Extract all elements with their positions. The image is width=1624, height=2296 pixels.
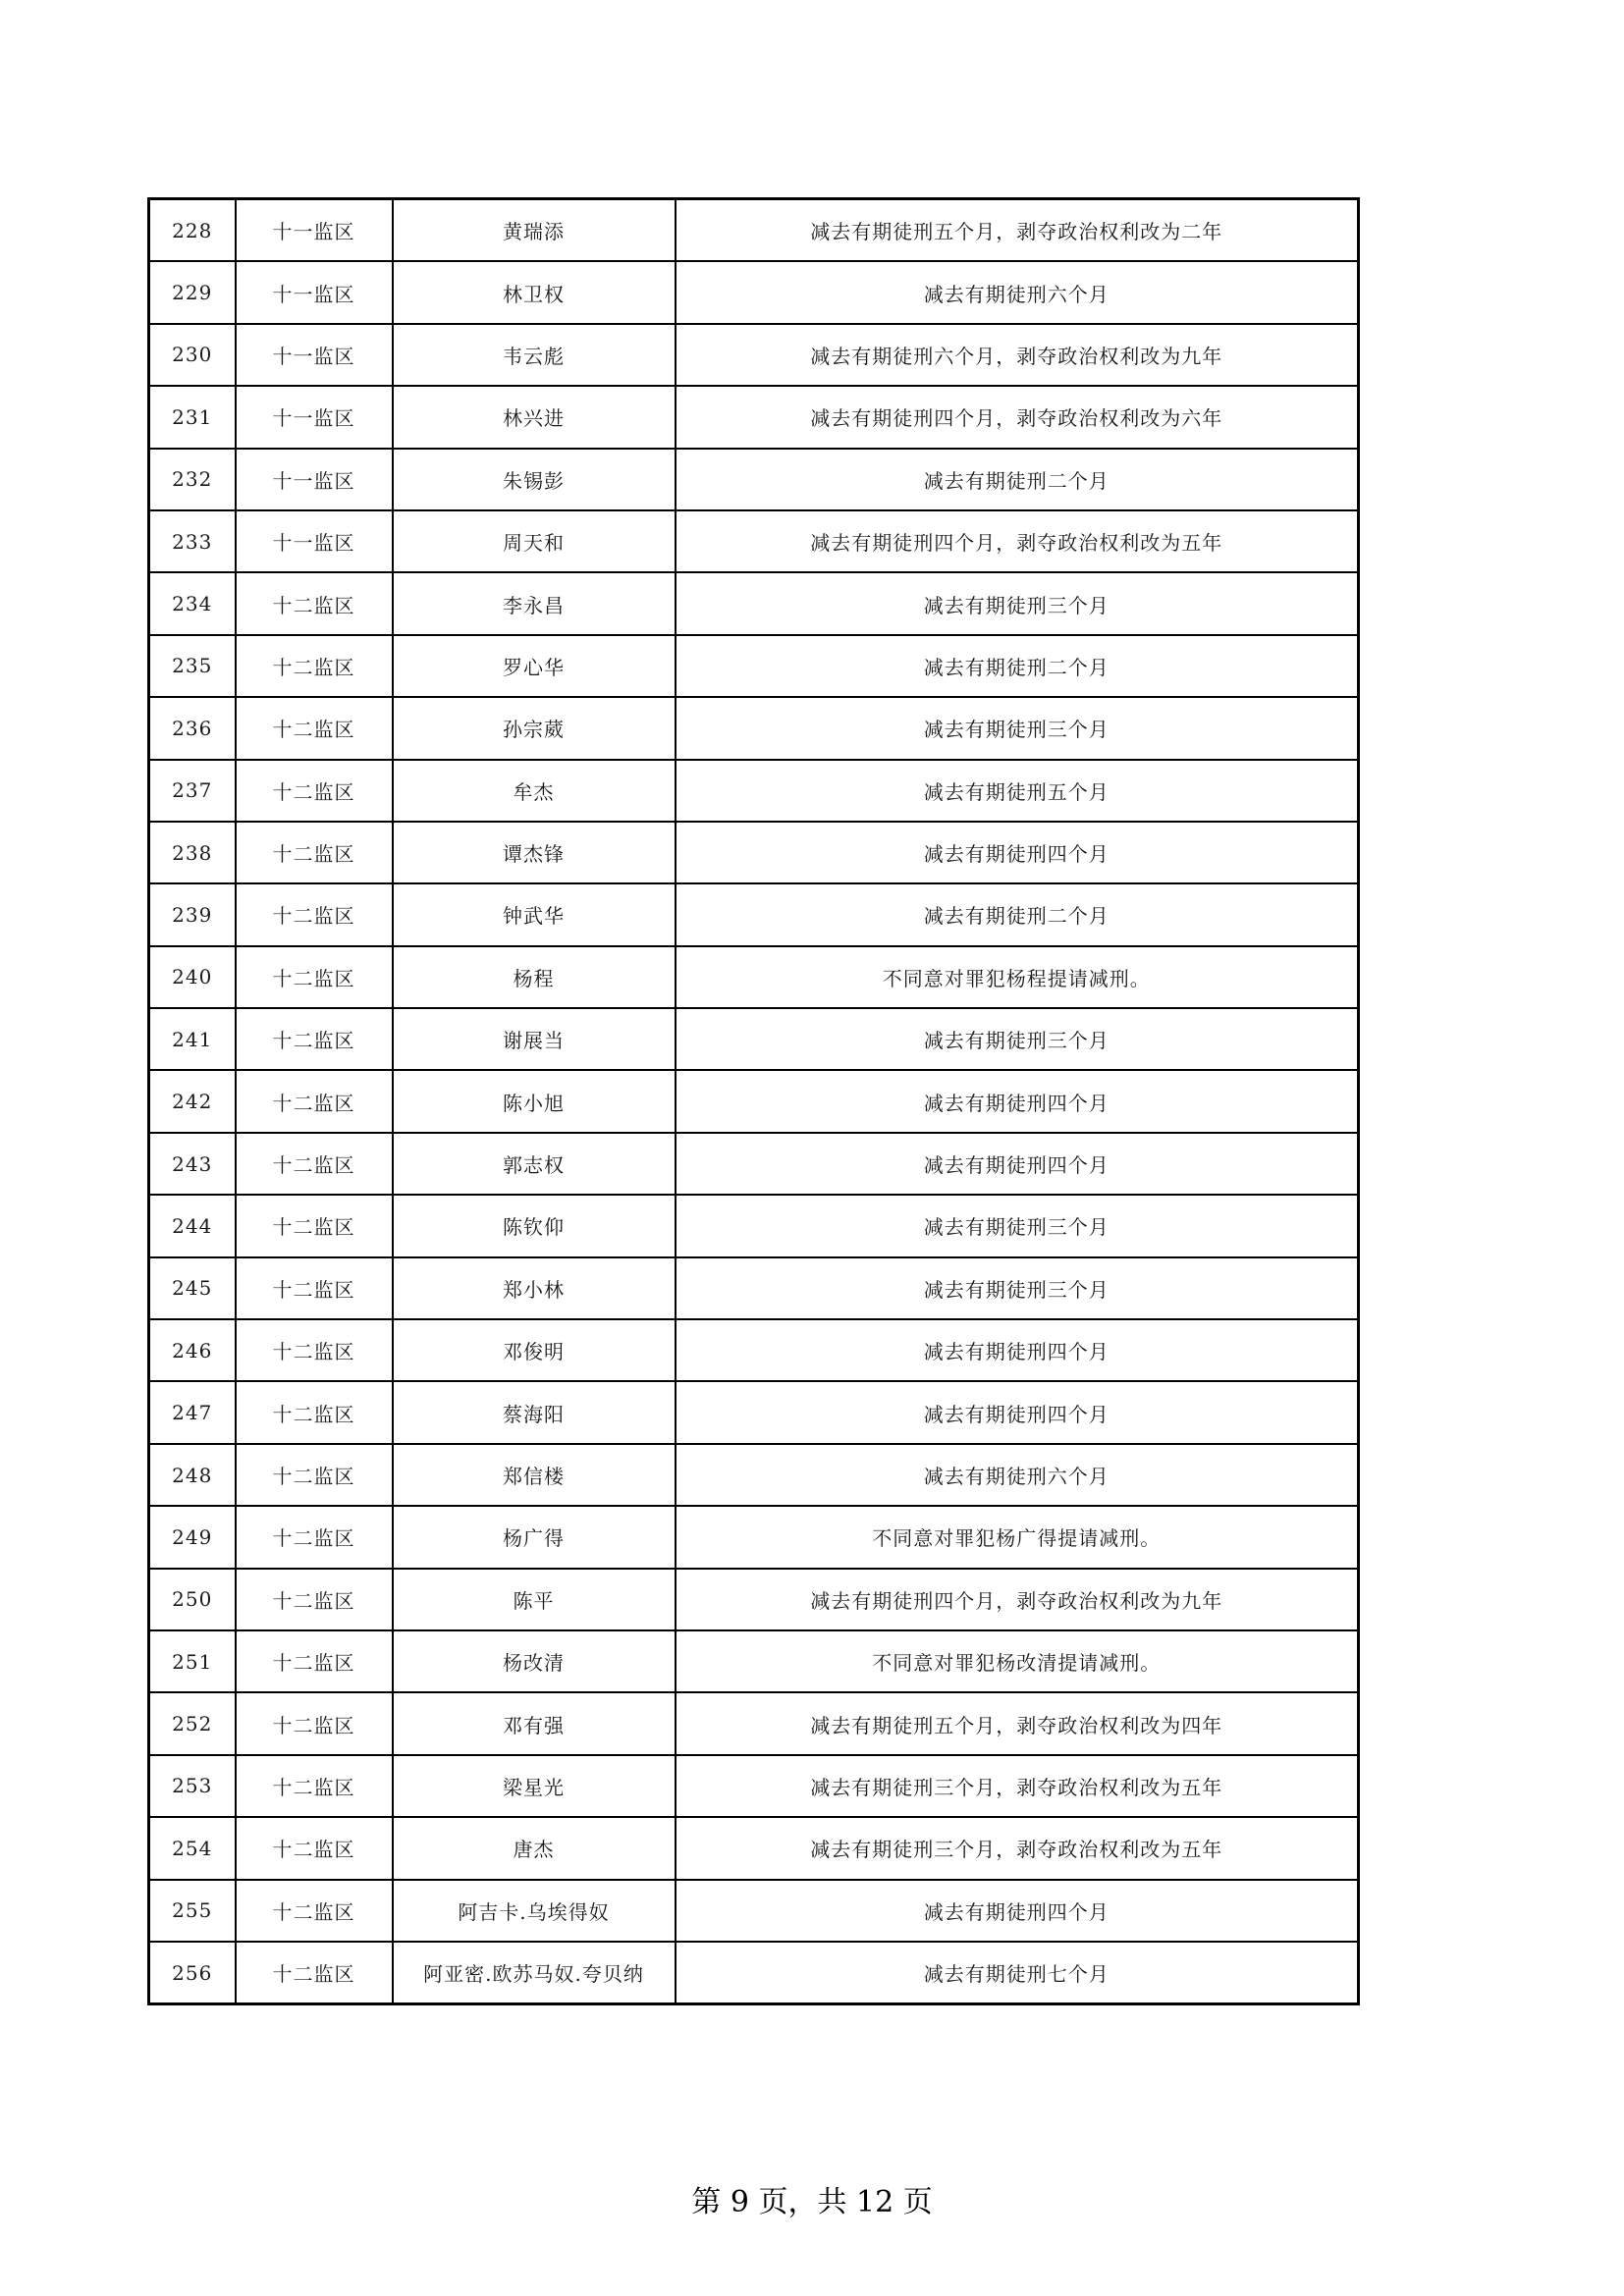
table-row — [149, 822, 1359, 883]
inmate-name-cell: 蔡海阳 — [393, 1381, 676, 1443]
row-number-cell: 243 — [149, 1133, 236, 1195]
row-number-cell: 254 — [149, 1817, 236, 1879]
prison-area-cell: 十二监区 — [236, 1942, 393, 2004]
ruling-result-cell: 减去有期徒刑三个月 — [676, 1257, 1359, 1319]
table-row — [149, 510, 1359, 572]
ruling-result-cell: 减去有期徒刑五个月，剥夺政治权利改为二年 — [676, 199, 1359, 262]
inmate-name-cell: 韦云彪 — [393, 324, 676, 386]
inmate-name-cell: 杨程 — [393, 946, 676, 1008]
prison-area-cell: 十二监区 — [236, 697, 393, 759]
row-number-cell: 245 — [149, 1257, 236, 1319]
prison-area-cell: 十二监区 — [236, 1319, 393, 1381]
table-row — [149, 946, 1359, 1008]
ruling-result-cell: 减去有期徒刑二个月 — [676, 449, 1359, 510]
row-number-cell: 238 — [149, 822, 236, 883]
table-row — [149, 449, 1359, 510]
row-number-cell: 228 — [149, 199, 236, 262]
row-number-cell: 229 — [149, 261, 236, 323]
ruling-result-cell: 减去有期徒刑四个月 — [676, 1319, 1359, 1381]
row-number-cell: 247 — [149, 1381, 236, 1443]
inmate-name-cell: 林兴进 — [393, 386, 676, 448]
ruling-result-cell: 减去有期徒刑六个月 — [676, 261, 1359, 323]
prison-area-cell: 十二监区 — [236, 1880, 393, 1942]
table-row — [149, 1008, 1359, 1070]
ruling-result-cell: 减去有期徒刑三个月 — [676, 572, 1359, 634]
ruling-result-cell: 减去有期徒刑四个月 — [676, 1070, 1359, 1132]
table-row — [149, 261, 1359, 323]
row-number-cell: 239 — [149, 883, 236, 945]
table-row — [149, 1257, 1359, 1319]
row-number-cell: 236 — [149, 697, 236, 759]
inmate-name-cell: 杨广得 — [393, 1506, 676, 1568]
table-row — [149, 1569, 1359, 1630]
inmate-name-cell: 梁星光 — [393, 1755, 676, 1817]
page-number: 第 9 页，共 12 页 — [691, 2185, 933, 2219]
prison-area-cell: 十一监区 — [236, 386, 393, 448]
ruling-result-cell: 减去有期徒刑四个月，剥夺政治权利改为九年 — [676, 1569, 1359, 1630]
inmate-name-cell: 邓有强 — [393, 1692, 676, 1754]
inmate-name-cell: 罗心华 — [393, 635, 676, 697]
table-row — [149, 1817, 1359, 1879]
row-number-cell: 233 — [149, 510, 236, 572]
sentence-reduction-table — [147, 197, 1360, 2005]
row-number-cell: 232 — [149, 449, 236, 510]
inmate-name-cell: 谢展当 — [393, 1008, 676, 1070]
ruling-result-cell: 减去有期徒刑三个月 — [676, 1008, 1359, 1070]
inmate-name-cell: 邓俊明 — [393, 1319, 676, 1381]
ruling-result-cell: 减去有期徒刑二个月 — [676, 635, 1359, 697]
inmate-name-cell: 黄瑞添 — [393, 199, 676, 262]
inmate-name-cell: 朱锡彭 — [393, 449, 676, 510]
row-number-cell: 253 — [149, 1755, 236, 1817]
table-row — [149, 1880, 1359, 1942]
table-row — [149, 1319, 1359, 1381]
prison-area-cell: 十一监区 — [236, 199, 393, 262]
table-row — [149, 1381, 1359, 1443]
prison-area-cell: 十二监区 — [236, 1755, 393, 1817]
prison-area-cell: 十二监区 — [236, 1195, 393, 1256]
ruling-result-cell: 减去有期徒刑四个月 — [676, 1133, 1359, 1195]
row-number-cell: 240 — [149, 946, 236, 1008]
row-number-cell: 241 — [149, 1008, 236, 1070]
prison-area-cell: 十二监区 — [236, 1692, 393, 1754]
ruling-result-cell: 减去有期徒刑四个月，剥夺政治权利改为六年 — [676, 386, 1359, 448]
row-number-cell: 242 — [149, 1070, 236, 1132]
prison-area-cell: 十二监区 — [236, 822, 393, 883]
ruling-result-cell: 减去有期徒刑三个月，剥夺政治权利改为五年 — [676, 1817, 1359, 1879]
prison-area-cell: 十二监区 — [236, 635, 393, 697]
prison-area-cell: 十二监区 — [236, 1133, 393, 1195]
prison-area-cell: 十二监区 — [236, 1008, 393, 1070]
ruling-result-cell: 减去有期徒刑五个月 — [676, 760, 1359, 822]
row-number-cell: 244 — [149, 1195, 236, 1256]
ruling-result-cell: 减去有期徒刑二个月 — [676, 883, 1359, 945]
table-row — [149, 1195, 1359, 1256]
inmate-name-cell: 牟杰 — [393, 760, 676, 822]
inmate-name-cell: 杨改清 — [393, 1630, 676, 1692]
table-row — [149, 883, 1359, 945]
row-number-cell: 237 — [149, 760, 236, 822]
inmate-name-cell: 林卫权 — [393, 261, 676, 323]
ruling-result-cell: 减去有期徒刑四个月 — [676, 1880, 1359, 1942]
inmate-name-cell: 阿亚密.欧苏马奴.夸贝纳 — [393, 1942, 676, 2004]
ruling-result-cell: 减去有期徒刑三个月，剥夺政治权利改为五年 — [676, 1755, 1359, 1817]
table-row — [149, 386, 1359, 448]
inmate-name-cell: 钟武华 — [393, 883, 676, 945]
inmate-name-cell: 阿吉卡.乌埃得奴 — [393, 1880, 676, 1942]
prison-area-cell: 十二监区 — [236, 1506, 393, 1568]
prison-area-cell: 十二监区 — [236, 1569, 393, 1630]
ruling-result-cell: 不同意对罪犯杨广得提请减刑。 — [676, 1506, 1359, 1568]
inmate-name-cell: 郑信楼 — [393, 1444, 676, 1506]
ruling-result-cell: 减去有期徒刑三个月 — [676, 1195, 1359, 1256]
prison-area-cell: 十二监区 — [236, 1444, 393, 1506]
row-number-cell: 250 — [149, 1569, 236, 1630]
inmate-name-cell: 谭杰锋 — [393, 822, 676, 883]
row-number-cell: 256 — [149, 1942, 236, 2004]
row-number-cell: 255 — [149, 1880, 236, 1942]
table-row — [149, 697, 1359, 759]
prison-area-cell: 十一监区 — [236, 510, 393, 572]
row-number-cell: 234 — [149, 572, 236, 634]
inmate-name-cell: 李永昌 — [393, 572, 676, 634]
inmate-name-cell: 周天和 — [393, 510, 676, 572]
inmate-name-cell: 陈平 — [393, 1569, 676, 1630]
row-number-cell: 230 — [149, 324, 236, 386]
ruling-result-cell: 减去有期徒刑四个月 — [676, 822, 1359, 883]
table-row — [149, 1692, 1359, 1754]
inmate-name-cell: 郭志权 — [393, 1133, 676, 1195]
table-row — [149, 1070, 1359, 1132]
ruling-result-cell: 减去有期徒刑六个月 — [676, 1444, 1359, 1506]
row-number-cell: 251 — [149, 1630, 236, 1692]
prison-area-cell: 十二监区 — [236, 946, 393, 1008]
row-number-cell: 246 — [149, 1319, 236, 1381]
prison-area-cell: 十二监区 — [236, 1817, 393, 1879]
prison-area-cell: 十二监区 — [236, 883, 393, 945]
prison-area-cell: 十二监区 — [236, 1070, 393, 1132]
table-row — [149, 572, 1359, 634]
table-row — [149, 1630, 1359, 1692]
ruling-result-cell: 减去有期徒刑六个月，剥夺政治权利改为九年 — [676, 324, 1359, 386]
prison-area-cell: 十一监区 — [236, 449, 393, 510]
ruling-result-cell: 不同意对罪犯杨改清提请减刑。 — [676, 1630, 1359, 1692]
table-row — [149, 1506, 1359, 1568]
table-row — [149, 1133, 1359, 1195]
prison-area-cell: 十二监区 — [236, 1381, 393, 1443]
ruling-result-cell: 减去有期徒刑三个月 — [676, 697, 1359, 759]
row-number-cell: 252 — [149, 1692, 236, 1754]
row-number-cell: 249 — [149, 1506, 236, 1568]
table-row — [149, 324, 1359, 386]
inmate-name-cell: 孙宗葳 — [393, 697, 676, 759]
ruling-result-cell: 减去有期徒刑四个月 — [676, 1381, 1359, 1443]
inmate-name-cell: 唐杰 — [393, 1817, 676, 1879]
prison-area-cell: 十二监区 — [236, 760, 393, 822]
prison-area-cell: 十二监区 — [236, 572, 393, 634]
ruling-result-cell: 减去有期徒刑五个月，剥夺政治权利改为四年 — [676, 1692, 1359, 1754]
table-row — [149, 199, 1359, 262]
row-number-cell: 235 — [149, 635, 236, 697]
inmate-name-cell: 陈小旭 — [393, 1070, 676, 1132]
prison-area-cell: 十一监区 — [236, 324, 393, 386]
prison-area-cell: 十二监区 — [236, 1257, 393, 1319]
row-number-cell: 248 — [149, 1444, 236, 1506]
table-row — [149, 1942, 1359, 2004]
inmate-name-cell: 郑小林 — [393, 1257, 676, 1319]
ruling-result-cell: 不同意对罪犯杨程提请减刑。 — [676, 946, 1359, 1008]
prison-area-cell: 十一监区 — [236, 261, 393, 323]
table-body — [149, 199, 1359, 2004]
table-row — [149, 760, 1359, 822]
prison-area-cell: 十二监区 — [236, 1630, 393, 1692]
ruling-result-cell: 减去有期徒刑四个月，剥夺政治权利改为五年 — [676, 510, 1359, 572]
ruling-result-cell: 减去有期徒刑七个月 — [676, 1942, 1359, 2004]
row-number-cell: 231 — [149, 386, 236, 448]
inmate-name-cell: 陈钦仰 — [393, 1195, 676, 1256]
table-row — [149, 1444, 1359, 1506]
table-row — [149, 1755, 1359, 1817]
table-row — [149, 635, 1359, 697]
